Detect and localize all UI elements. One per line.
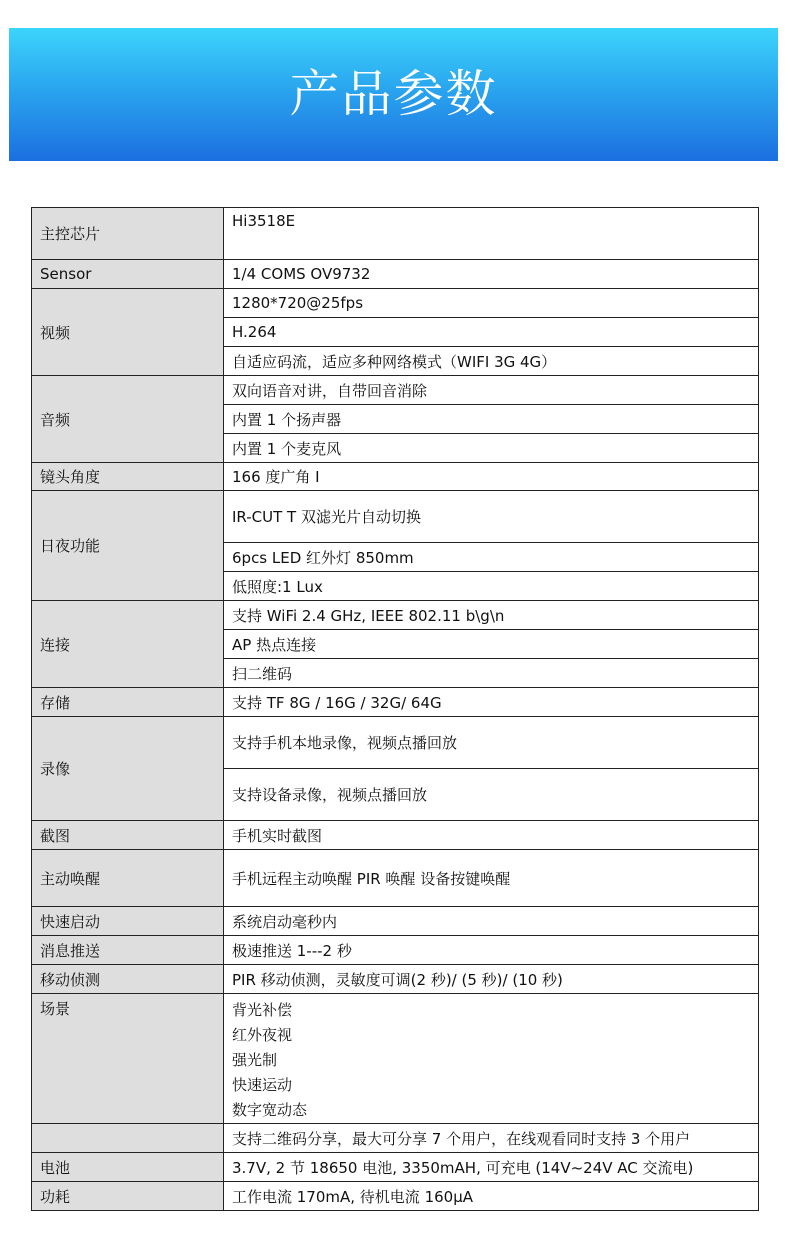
row-value: 手机远程主动唤醒 PIR 唤醒 设备按键唤醒 bbox=[224, 850, 759, 907]
row-label: 消息推送 bbox=[32, 936, 224, 965]
table-row bbox=[32, 1124, 759, 1153]
row-value: 扫二维码 bbox=[224, 659, 759, 688]
row-label: 电池 bbox=[32, 1153, 224, 1182]
row-label: Sensor bbox=[32, 260, 224, 289]
row-label: 存储 bbox=[32, 688, 224, 717]
table-row bbox=[32, 1153, 759, 1182]
list-item: 数字宽动态 bbox=[232, 1101, 308, 1119]
row-value: 支持 WiFi 2.4 GHz, IEEE 802.11 b\g\n bbox=[224, 601, 759, 630]
spec-table bbox=[31, 207, 759, 1211]
row-label: 功耗 bbox=[32, 1182, 224, 1211]
list-item: 强光制 bbox=[232, 1051, 278, 1069]
table-row bbox=[32, 907, 759, 936]
row-value: 低照度:1 Lux bbox=[224, 572, 759, 601]
page-title: 产品参数 bbox=[289, 65, 498, 123]
table-row bbox=[32, 688, 759, 717]
list-item: 红外夜视 bbox=[232, 1026, 293, 1044]
row-label: 音频 bbox=[32, 376, 224, 463]
row-label: 主动唤醒 bbox=[32, 850, 224, 907]
row-label: 截图 bbox=[32, 821, 224, 850]
table-row bbox=[32, 601, 759, 630]
table-row bbox=[32, 936, 759, 965]
table-row bbox=[32, 821, 759, 850]
row-value: 1/4 COMS OV9732 bbox=[224, 260, 759, 289]
table-row bbox=[32, 994, 759, 1124]
row-label: 镜头角度 bbox=[32, 463, 224, 491]
row-value: 支持 TF 8G / 16G / 32G/ 64G bbox=[224, 688, 759, 717]
row-value: 166 度广角 I bbox=[224, 463, 759, 491]
row-label: 移动侦测 bbox=[32, 965, 224, 994]
table-row bbox=[32, 1182, 759, 1211]
row-label: 录像 bbox=[32, 717, 224, 821]
row-label: 连接 bbox=[32, 601, 224, 688]
table-row bbox=[32, 289, 759, 318]
row-value: 支持二维码分享，最大可分享 7 个用户，在线观看同时支持 3 个用户 bbox=[224, 1124, 759, 1153]
list-item: 快速运动 bbox=[232, 1076, 293, 1094]
row-label: 日夜功能 bbox=[32, 491, 224, 601]
row-value: 系统启动毫秒内 bbox=[224, 907, 759, 936]
table-row bbox=[32, 208, 759, 260]
row-value: Hi3518E bbox=[224, 208, 759, 260]
row-value: 内置 1 个麦克风 bbox=[224, 434, 759, 463]
row-value: 6pcs LED 红外灯 850mm bbox=[224, 543, 759, 572]
row-value: 自适应码流，适应多种网络模式（WIFI 3G 4G） bbox=[224, 347, 759, 376]
row-value: 1280*720@25fps bbox=[224, 289, 759, 318]
row-value: PIR 移动侦测，灵敏度可调(2 秒)/ (5 秒)/ (10 秒) bbox=[224, 965, 759, 994]
row-value: 支持设备录像，视频点播回放 bbox=[224, 769, 759, 821]
row-label: 主控芯片 bbox=[32, 208, 224, 260]
table-row bbox=[32, 965, 759, 994]
row-value: 工作电流 170mA, 待机电流 160μA bbox=[224, 1182, 759, 1211]
table-row bbox=[32, 850, 759, 907]
row-value bbox=[224, 994, 759, 1124]
row-label: 快速启动 bbox=[32, 907, 224, 936]
table-row bbox=[32, 463, 759, 491]
row-label: 视频 bbox=[32, 289, 224, 376]
row-value: 手机实时截图 bbox=[224, 821, 759, 850]
table-row bbox=[32, 717, 759, 769]
row-label: 场景 bbox=[32, 994, 224, 1124]
row-value: 支持手机本地录像，视频点播回放 bbox=[224, 717, 759, 769]
row-value: H.264 bbox=[224, 318, 759, 347]
row-value: IR-CUT T 双滤光片自动切换 bbox=[224, 491, 759, 543]
header-banner bbox=[9, 28, 778, 161]
row-value: AP 热点连接 bbox=[224, 630, 759, 659]
row-value: 极速推送 1---2 秒 bbox=[224, 936, 759, 965]
row-value: 3.7V, 2 节 18650 电池, 3350mAH, 可充电 (14V~24V AC 交流电) bbox=[224, 1153, 759, 1182]
list-item: 背光补偿 bbox=[232, 1001, 293, 1019]
row-value: 内置 1 个扬声器 bbox=[224, 405, 759, 434]
row-value: 双向语音对讲，自带回音消除 bbox=[224, 376, 759, 405]
table-row bbox=[32, 260, 759, 289]
row-label bbox=[32, 1124, 224, 1153]
table-row bbox=[32, 376, 759, 405]
table-row bbox=[32, 491, 759, 543]
